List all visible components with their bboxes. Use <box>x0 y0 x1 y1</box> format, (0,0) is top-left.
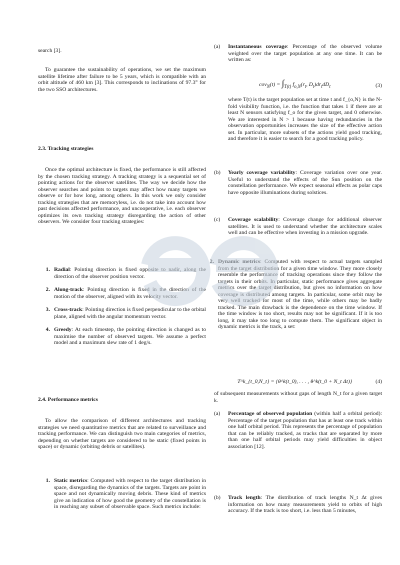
item-label: Yearly coverage variability <box>228 170 296 176</box>
item-label: Instantaneous coverage <box>228 44 287 50</box>
strategy-item-radial <box>38 267 206 280</box>
item-label: Track length <box>228 495 261 501</box>
dynamic-item-track-length <box>214 495 382 515</box>
strategy-list <box>38 267 206 347</box>
item-label: Percentage of observed population <box>228 411 313 417</box>
strategy-text: : Pointing direction is fixed opposite to nadir, along the direction of the observer position vector. <box>54 267 206 280</box>
strategy-label: Along-track <box>54 287 83 294</box>
equation-number: (3) <box>375 82 382 89</box>
strategy-num: 4. <box>45 327 50 334</box>
strategy-text: : Pointing direction is fixed in the direction of the motion of the observer, aligned with its velocity vector. <box>54 287 206 300</box>
metric-text: : Computed with respect to actual targets sampled from the target distribution for a given time window. They more closely resemble the performance of tracking operations since they follow the targets in their orbits. In particular, static performance gives aggregate metrics over the target distribution, but gives no information on how coverage is distributed among targets. In particular, some orbit may be very well tracked for most of the time, while others may be badly tracked. The main drawback is the dependence on the time window. If the time window is too short, results may not be significant. If it is too long, it may take too long to compute them. The significant object in dynamic metrics is the track, a set: <box>218 259 382 331</box>
strategy-num: 3. <box>45 307 50 314</box>
item-num: (b) <box>214 495 221 501</box>
static-item-coverage-scalability <box>214 217 382 237</box>
equation-4 <box>214 379 382 386</box>
paragraph-performance-metrics: To allow the comparison of different architectures and tracking strategies we need quantitative metrics that are related to surveillance and tracking performance. We can distinguish two main categories of metrics, depending on whether targets are considered to be static (fixed points in space) or dynamic (orbiting debris or satellites). <box>38 418 206 451</box>
strategy-num: 2. <box>45 287 50 294</box>
item-num: (a) <box>214 44 221 50</box>
equation-number: (4) <box>375 379 382 385</box>
item-num: (c) <box>214 217 221 223</box>
strategy-text: : Pointing direction is fixed perpendicular to the orbital plane, aligned with the angular momentum vector. <box>54 307 206 320</box>
item-num: (b) <box>214 170 221 176</box>
strategy-num: 1. <box>45 267 50 273</box>
equation-4-body: T^k_{t_0,N_t} = {θ^k(t_0), . . . , θ^k(t_0 + N_t Δt)} <box>237 379 353 385</box>
static-item-instantaneous-coverage <box>214 44 382 64</box>
strategy-label: Cross-track <box>54 307 83 314</box>
metric-num: 2. <box>209 259 214 265</box>
strategy-item-along-track <box>38 287 206 300</box>
item-text: : The distribution of track lengths N_t Δt gives information on how many measurements yield to orbits of high accuracy. If the track is too short, i.e. less than 5 minutes, <box>228 495 382 515</box>
section-heading-performance-metrics: 2.4. Performance metrics <box>38 397 98 403</box>
strategy-item-greedy <box>38 327 206 347</box>
equation-3-body: $cov_N(t) = \int_{T(t)}$ $f_{o,N}(r_t$, $D_t)dr_tdD_t$ <box>258 78 331 91</box>
strategy-item-cross-track <box>38 307 206 320</box>
static-item-yearly-variability <box>214 170 382 196</box>
item-text: : Coverage change for additional observer satellites. It is used to understand whether the architecture scales well and can be effective when investing in a mission upgrade. <box>228 217 382 237</box>
metric-item-dynamic <box>202 259 382 331</box>
metric-label: Dynamic metrics <box>218 259 261 265</box>
equation-3 <box>214 80 382 92</box>
item-text: : Coverage variation over one year. Useful to understand the effects of the Sun position on the constellation performance. We expect seasonal effects as polar caps have opposite illuminations during solstices. <box>228 170 382 196</box>
paragraph-tracking-strategies: Once the optimal architecture is fixed, the performance is still affected by the chosen tracking strategy. A tracking strategy is a sequential set of pointing actions for the observer satellites. The way we decide how the observer searches and points to targets may affect how many targets we observe or for how long, among others. In this work we only consider tracking strategies that are memoryless, i.e. do not take into account how past decisions affected performance, and uncooperative, i.e. each observer optimizes its own tracking strategy disregarding the action of other observers. We consider four tracking strategies: <box>38 167 206 226</box>
intro-tail: search [3]. <box>38 48 62 54</box>
metric-num: 1. <box>45 478 50 484</box>
section-heading-tracking-strategies: 2.3. Tracking strategies <box>38 146 94 152</box>
item-num: (a) <box>214 411 221 417</box>
paragraph-coverage-explanation: where T(t) is the target population set at time t and f_{o,N} is the N-fold visibility function, i.e. the function that takes 1 if there are at least N sensors satisfying f_o for the given target, and 0 otherwise. We are interested in N > 1 because having redundancies in the observation opportunities increases the size of the effective action set. In particular, more subsets of the actions yield good tracking, and therefore it is easier to search for a good tracking policy. <box>228 97 382 143</box>
strategy-label: Radial <box>54 267 70 273</box>
dynamic-item-observed-population <box>214 411 382 450</box>
item-label: Coverage scalability <box>228 217 279 223</box>
paragraph-track-definition: of subsequent measurements without gaps of length N_t for a given target k. <box>214 391 382 404</box>
metric-label: Static metrics <box>54 478 88 484</box>
metric-text: : Computed with respect to the target distribution in space, disregarding the dynamics of the targets. Targets are point in space and not dynamically moving debris. These kind of metrics give an indication of how good the geometry of the constellation is in reaching any subset of observable space. Such metrics include: <box>54 478 206 511</box>
paragraph-lifetime: To guarantee the sustainability of operations, we set the maximum satellite lifetime after failure to be 5 years, which is compatible with an orbit altitude of 460 km [3]. This corresponds to inclinations of 97.3° for the two SSO architectures. <box>38 67 206 93</box>
metric-item-static <box>38 478 206 511</box>
item-text: (within half a orbital period): Percentage of the target population that has at least one track within one half orbital period. This represents the percentage of population that can be reliably tracked, as tracks that are separated by more than one half orbital periods may yield difficulties in object association [12]. <box>228 411 383 450</box>
strategy-text: : At each timestep, the pointing direction is changed as to maximise the number of observed targets. We assume a perfect model and a maximum slew rate of 1 deg/s. <box>54 327 206 347</box>
strategy-label: Greedy <box>54 327 72 334</box>
item-text: : Percentage of the observed volume weighted over the target population at any one time. It can be written as: <box>228 44 383 64</box>
